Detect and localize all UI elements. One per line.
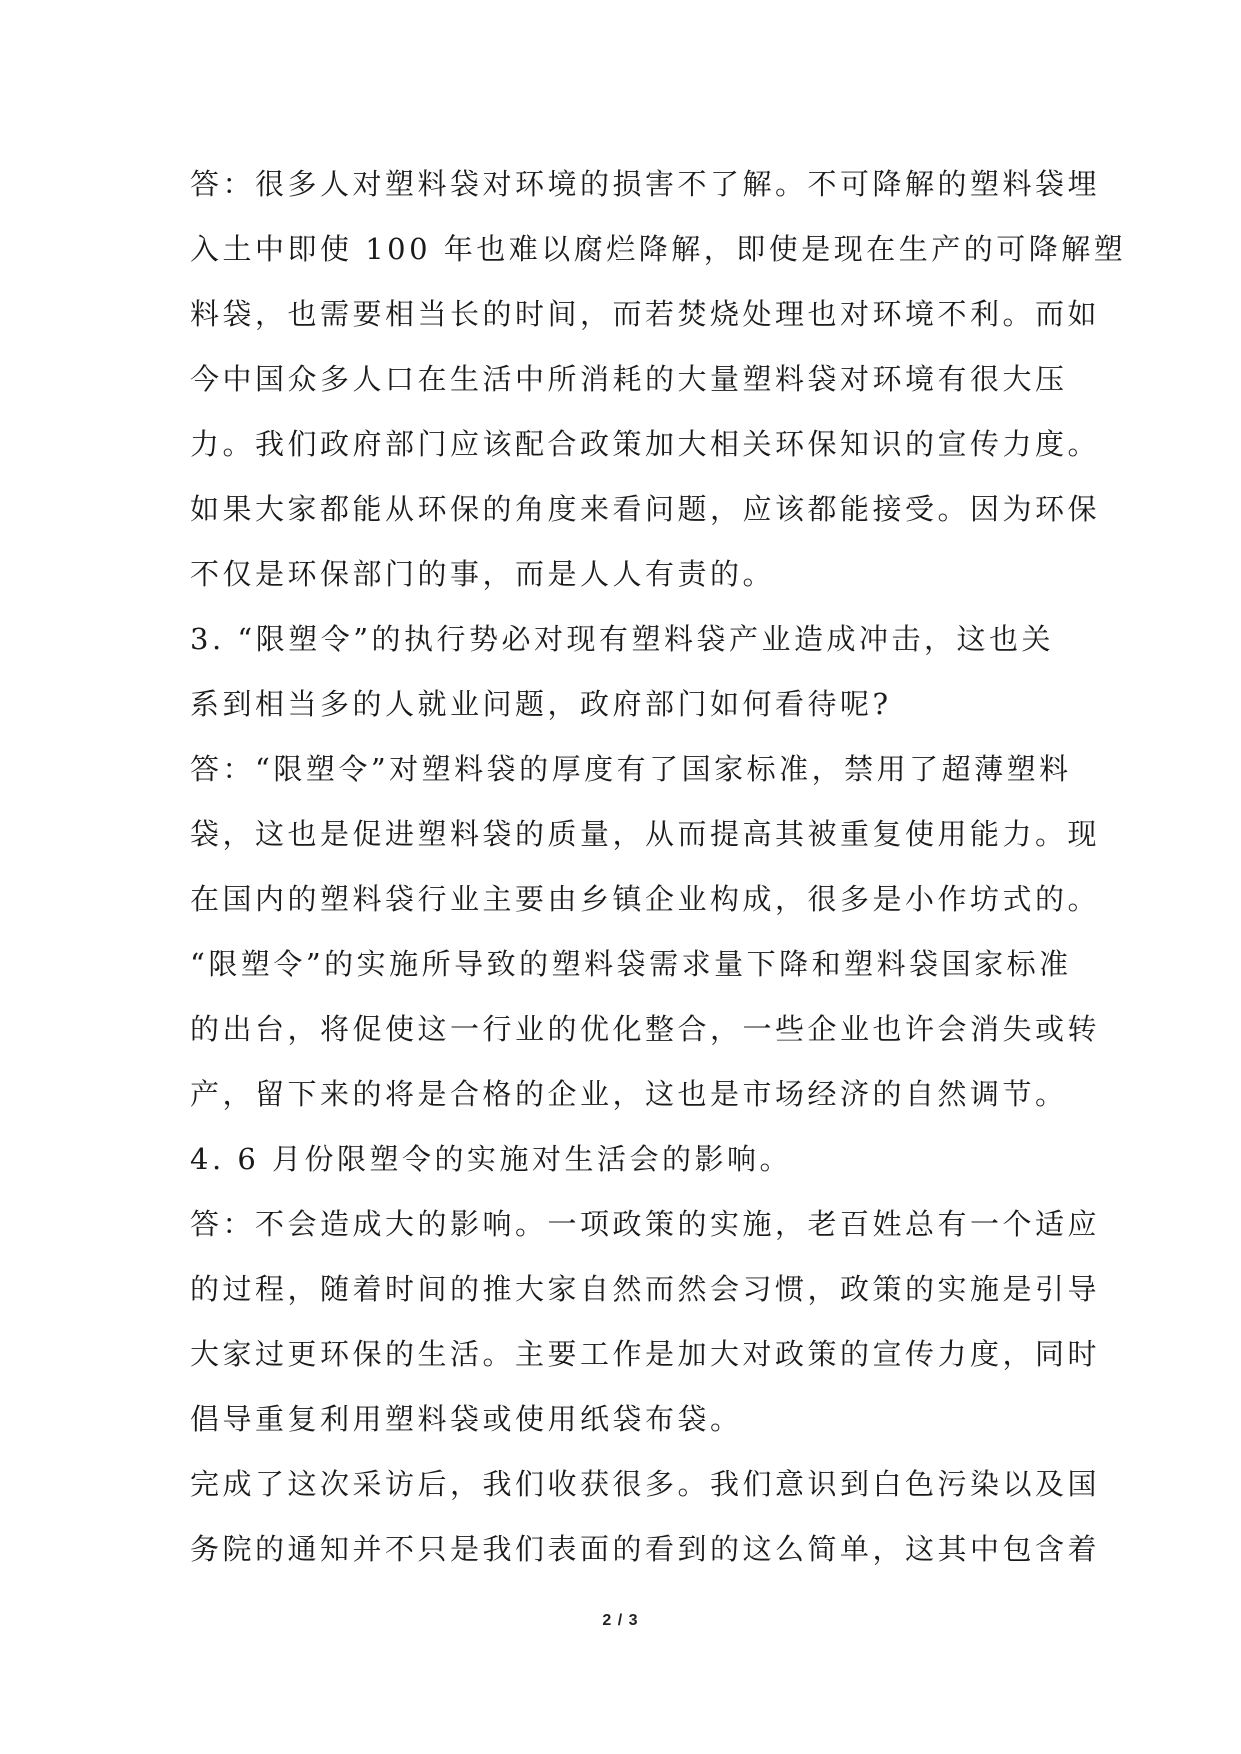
text-line: 如果大家都能从环保的角度来看问题，应该都能接受。因为环保 [190, 492, 1101, 526]
text-line: 料袋，也需要相当长的时间，而若焚烧处理也对环境不利。而如 [190, 297, 1101, 331]
page-number: 2 / 3 [602, 1612, 639, 1629]
text-line: 今中国众多人口在生活中所消耗的大量塑料袋对环境有很大压 [190, 362, 1068, 396]
text-line: 的出台，将促使这一行业的优化整合，一些企业也许会消失或转 [190, 1012, 1101, 1046]
text-line: 答：不会造成大的影响。一项政策的实施，老百姓总有一个适应 [190, 1207, 1101, 1241]
text-line: 不仅是环保部门的事，而是人人有责的。 [190, 557, 776, 591]
text-line: 在国内的塑料袋行业主要由乡镇企业构成，很多是小作坊式的。 [190, 882, 1101, 916]
text-line: 答：很多人对塑料袋对环境的损害不了解。不可降解的塑料袋埋 [190, 167, 1101, 201]
text-line: “限塑令”的实施所导致的塑料袋需求量下降和塑料袋国家标准 [190, 947, 1072, 981]
question-line: 系到相当多的人就业问题，政府部门如何看待呢? [190, 687, 892, 721]
text-line: 力。我们政府部门应该配合政策加大相关环保知识的宣传力度。 [190, 427, 1101, 461]
text-line: 倡导重复利用塑料袋或使用纸袋布袋。 [190, 1402, 743, 1436]
question-line: 4. 6 月份限塑令的实施对生活会的影响。 [190, 1142, 793, 1176]
text-line: 的过程，随着时间的推大家自然而然会习惯，政策的实施是引导 [190, 1272, 1101, 1306]
text-line: 产，留下来的将是合格的企业，这也是市场经济的自然调节。 [190, 1077, 1068, 1111]
text-line: 入土中即使 100 年也难以腐烂降解，即使是现在生产的可降解塑 [190, 232, 1127, 266]
question-line: 3. “限塑令”的执行势必对现有塑料袋产业造成冲击，这也关 [190, 622, 1055, 656]
text-line: 大家过更环保的生活。主要工作是加大对政策的宣传力度，同时 [190, 1337, 1101, 1371]
text-line: 袋，这也是促进塑料袋的质量，从而提高其被重复使用能力。现 [190, 817, 1101, 851]
text-line: 务院的通知并不只是我们表面的看到的这么简单，这其中包含着 [190, 1532, 1101, 1566]
text-line: 答：“限塑令”对塑料袋的厚度有了国家标准，禁用了超薄塑料 [190, 752, 1072, 786]
text-line: 完成了这次采访后，我们收获很多。我们意识到白色污染以及国 [190, 1467, 1101, 1501]
document-body [190, 152, 1127, 1582]
